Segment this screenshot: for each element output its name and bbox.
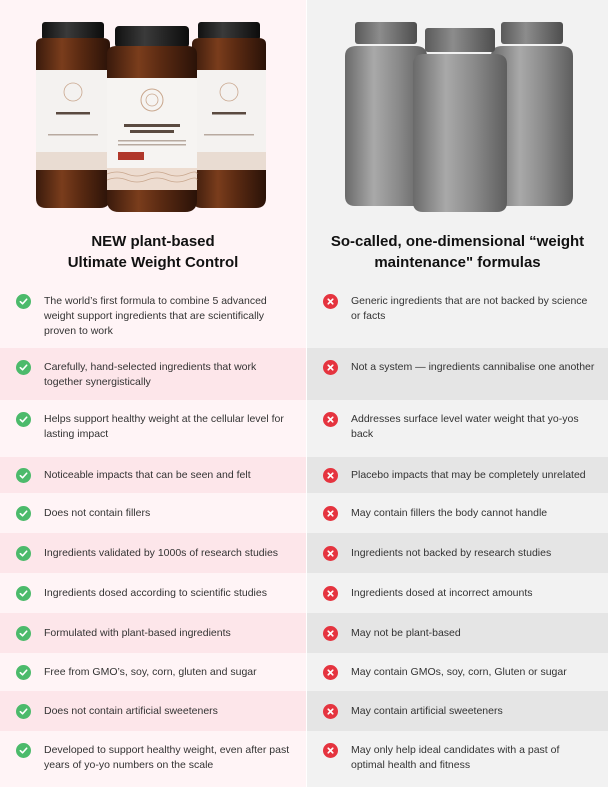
check-circle-icon	[16, 665, 31, 680]
cross-circle-icon	[323, 294, 338, 309]
comparison-row	[0, 613, 608, 653]
drawback-text: Placebo impacts that may be completely unrelated	[351, 469, 586, 481]
drawback-cell	[307, 691, 608, 731]
drawback-text: May contain GMOs, soy, corn, Gluten or sugar	[351, 666, 567, 678]
drawback-text: May contain artificial sweeteners	[351, 705, 503, 717]
drawback-cell	[307, 493, 608, 533]
cross-circle-icon	[323, 360, 338, 375]
check-circle-icon	[16, 506, 31, 521]
check-circle-icon	[16, 360, 31, 375]
comparison-row	[0, 400, 608, 457]
check-circle-icon	[16, 704, 31, 719]
drawback-cell	[307, 457, 608, 493]
drawback-text: Addresses surface level water weight that yo-yos back	[351, 413, 579, 440]
product-bottles-image	[0, 0, 306, 216]
comparison-row	[0, 533, 608, 573]
benefit-cell	[0, 348, 306, 400]
comparison-row	[0, 653, 608, 691]
drawback-text: Ingredients dosed at incorrect amounts	[351, 587, 533, 599]
drawback-cell	[307, 653, 608, 691]
benefit-cell	[0, 493, 306, 533]
drawback-text: Ingredients not backed by research studies	[351, 547, 552, 559]
cross-circle-icon	[323, 468, 338, 483]
check-circle-icon	[16, 412, 31, 427]
comparison-row	[0, 493, 608, 533]
left-column-title	[0, 226, 306, 278]
check-circle-icon	[16, 468, 31, 483]
benefit-text: Developed to support healthy weight, even after past years of yo-yo numbers on the scale	[44, 744, 290, 771]
benefit-cell	[0, 457, 306, 493]
benefit-cell	[0, 653, 306, 691]
benefit-cell	[0, 691, 306, 731]
benefit-text: Ingredients validated by 1000s of research studies	[44, 547, 279, 559]
drawback-text: Generic ingredients that are not backed by science or facts	[351, 295, 588, 322]
generic-bottles-image	[307, 0, 608, 216]
benefit-cell	[0, 573, 306, 613]
drawback-text: Not a system — ingredients cannibalise one another	[351, 361, 595, 373]
benefit-text: Formulated with plant-based ingredients	[44, 627, 231, 639]
cross-circle-icon	[323, 704, 338, 719]
check-circle-icon	[16, 586, 31, 601]
left-title-text: NEW plant-based Ultimate Weight Control	[67, 233, 239, 271]
right-title-text: So-called, one-dimensional “weight maintenance" formulas	[330, 233, 585, 271]
cross-circle-icon	[323, 743, 338, 758]
benefit-cell	[0, 613, 306, 653]
comparison-table	[0, 282, 608, 783]
drawback-cell	[307, 573, 608, 613]
cross-circle-icon	[323, 586, 338, 601]
benefit-cell	[0, 533, 306, 573]
drawback-cell	[307, 731, 608, 783]
comparison-row	[0, 282, 608, 348]
cross-circle-icon	[323, 546, 338, 561]
cross-circle-icon	[323, 665, 338, 680]
drawback-cell	[307, 400, 608, 457]
benefit-text: Free from GMO’s, soy, corn, gluten and sugar	[44, 666, 257, 678]
drawback-text: May not be plant-based	[351, 627, 461, 639]
comparison-row	[0, 691, 608, 731]
check-circle-icon	[16, 294, 31, 309]
benefit-text: Carefully, hand-selected ingredients that work together synergistically	[44, 361, 257, 388]
cross-circle-icon	[323, 506, 338, 521]
drawback-cell	[307, 348, 608, 400]
drawback-cell	[307, 282, 608, 348]
check-circle-icon	[16, 743, 31, 758]
comparison-row	[0, 457, 608, 493]
benefit-cell	[0, 731, 306, 783]
benefit-text: Ingredients dosed according to scientific studies	[44, 587, 267, 599]
right-column-title	[307, 226, 608, 278]
benefit-text: The world’s first formula to combine 5 advanced weight support ingredients that are scientifically proven to work	[44, 295, 267, 337]
comparison-row	[0, 731, 608, 783]
drawback-text: May only help ideal candidates with a past of optimal health and fitness	[351, 744, 560, 771]
benefit-text: Noticeable impacts that can be seen and felt	[44, 469, 251, 481]
comparison-row	[0, 573, 608, 613]
benefit-cell	[0, 282, 306, 348]
benefit-text: Helps support healthy weight at the cellular level for lasting impact	[44, 413, 284, 440]
comparison-row	[0, 348, 608, 400]
check-circle-icon	[16, 626, 31, 641]
benefit-cell	[0, 400, 306, 457]
benefit-text: Does not contain artificial sweeteners	[44, 705, 218, 717]
benefit-text: Does not contain fillers	[44, 507, 151, 519]
drawback-text: May contain fillers the body cannot handle	[351, 507, 548, 519]
cross-circle-icon	[323, 412, 338, 427]
cross-circle-icon	[323, 626, 338, 641]
check-circle-icon	[16, 546, 31, 561]
drawback-cell	[307, 533, 608, 573]
drawback-cell	[307, 613, 608, 653]
